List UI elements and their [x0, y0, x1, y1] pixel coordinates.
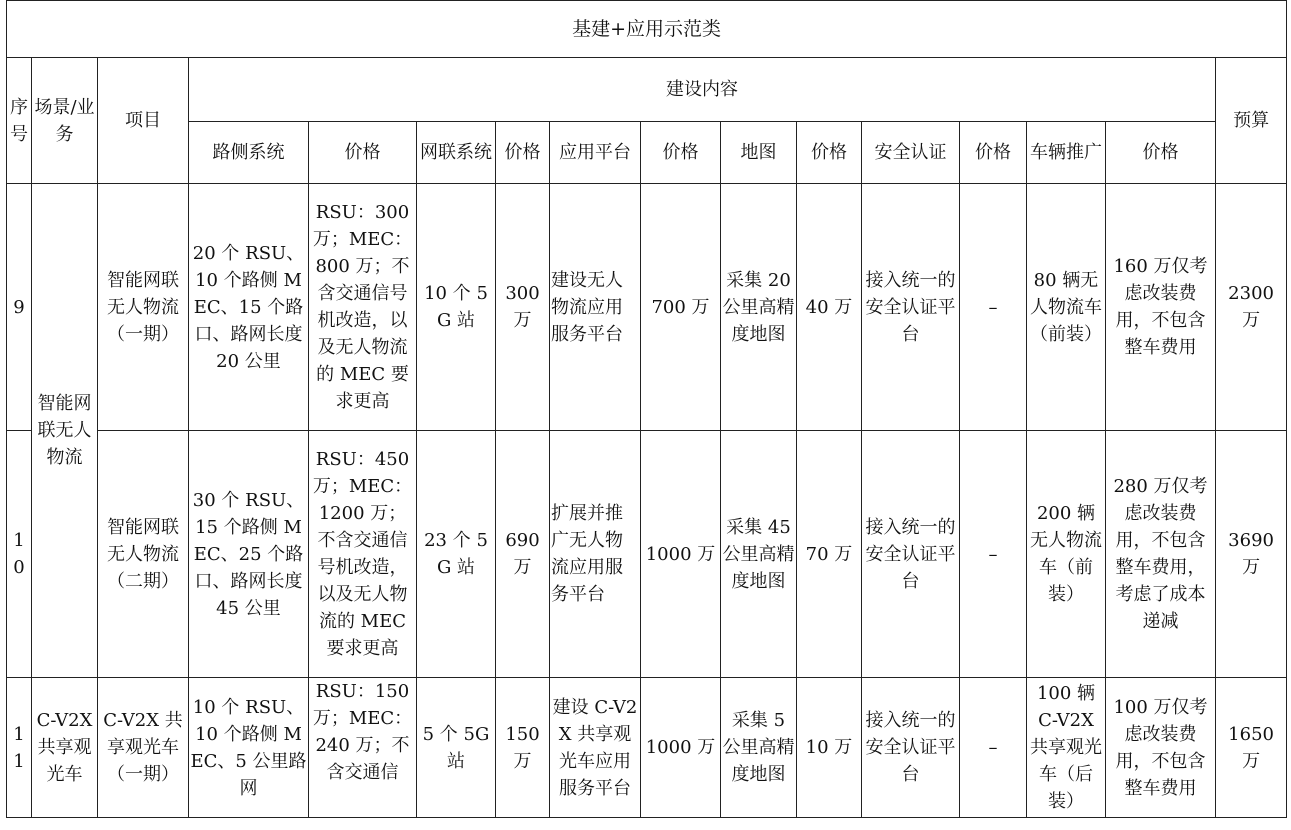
cell-network: 10 个 5G 站 — [417, 184, 496, 431]
cell-platform-price: 1000 万 — [641, 431, 721, 678]
table-title: 基建+应用示范类 — [7, 1, 1287, 58]
cell-project: 智能网联无人物流（一期） — [98, 184, 189, 431]
header-network: 网联系统 — [417, 122, 496, 184]
header-content: 建设内容 — [189, 58, 1216, 122]
cell-security: 接入统一的安全认证平台 — [862, 678, 960, 818]
header-project: 项目 — [98, 58, 189, 184]
cell-seq: 10 — [7, 431, 32, 678]
table-row — [7, 184, 1287, 431]
header-map: 地图 — [721, 122, 797, 184]
cell-roadside-price: RSU：450 万；MEC：1200 万；不含交通信号机改造，以及无人物流的 MEC 要求更高 — [309, 431, 417, 678]
header-seq: 序号 — [7, 58, 32, 184]
cell-budget: 3690 万 — [1216, 431, 1287, 678]
cell-budget: 1650 万 — [1216, 678, 1287, 818]
header-price: 价格 — [797, 122, 862, 184]
header-roadside: 路侧系统 — [189, 122, 309, 184]
cell-security: 接入统一的安全认证平台 — [862, 184, 960, 431]
cell-roadside: 30 个 RSU、15 个路侧 MEC、25 个路口、路网长度 45 公里 — [189, 431, 309, 678]
table-row — [7, 431, 1287, 678]
header-price: 价格 — [1106, 122, 1216, 184]
cell-vehicle-price: 100 万仅考虑改装费用，不包含整车费用 — [1106, 678, 1216, 818]
cell-platform-price: 700 万 — [641, 184, 721, 431]
cell-budget: 2300 万 — [1216, 184, 1287, 431]
cell-scene: C-V2X 共享观光车 — [32, 678, 98, 818]
cell-project: C-V2X 共享观光车（一期） — [98, 678, 189, 818]
cell-network: 23 个 5G 站 — [417, 431, 496, 678]
header-vehicle: 车辆推广 — [1027, 122, 1106, 184]
header-price: 价格 — [309, 122, 417, 184]
cell-security-price: – — [960, 184, 1027, 431]
cell-security-price: – — [960, 678, 1027, 818]
cell-roadside: 10 个 RSU、10 个路侧 MEC、5 公里路网 — [189, 678, 309, 818]
cell-map: 采集 20 公里高精度地图 — [721, 184, 797, 431]
cell-vehicle-price: 160 万仅考虑改装费用，不包含整车费用 — [1106, 184, 1216, 431]
header-platform: 应用平台 — [550, 122, 641, 184]
cell-platform: 建设 C-V2X 共享观光车应用服务平台 — [550, 678, 641, 818]
cell-platform-price: 1000 万 — [641, 678, 721, 818]
table-row — [7, 678, 1287, 818]
cell-map: 采集 5 公里高精度地图 — [721, 678, 797, 818]
cell-project: 智能网联无人物流（二期） — [98, 431, 189, 678]
cell-roadside-price: RSU：300 万；MEC：800 万；不含交通信号机改造，以及无人物流的 MEC 要求更高 — [309, 184, 417, 431]
cell-scene: 智能网联无人物流 — [32, 184, 98, 678]
budget-table — [6, 0, 1287, 818]
cell-map-price: 10 万 — [797, 678, 862, 818]
cell-network: 5 个 5G 站 — [417, 678, 496, 818]
cell-roadside-price: RSU：150 万；MEC：240 万；不含交通信 — [309, 678, 417, 818]
cell-network-price: 300 万 — [496, 184, 550, 431]
cell-security: 接入统一的安全认证平台 — [862, 431, 960, 678]
cell-network-price: 690 万 — [496, 431, 550, 678]
cell-network-price: 150 万 — [496, 678, 550, 818]
cell-seq: 9 — [7, 184, 32, 431]
cell-security-price: – — [960, 431, 1027, 678]
cell-map: 采集 45 公里高精度地图 — [721, 431, 797, 678]
cell-vehicle: 200 辆无人物流车（前装） — [1027, 431, 1106, 678]
header-price: 价格 — [960, 122, 1027, 184]
cell-seq: 11 — [7, 678, 32, 818]
cell-vehicle: 100 辆 C-V2X 共享观光车（后装） — [1027, 678, 1106, 818]
cell-vehicle-price: 280 万仅考虑改装费用，不包含整车费用，考虑了成本递减 — [1106, 431, 1216, 678]
cell-platform: 扩展并推广无人物流应用服务平台 — [550, 431, 641, 678]
cell-map-price: 70 万 — [797, 431, 862, 678]
cell-vehicle: 80 辆无人物流车（前装） — [1027, 184, 1106, 431]
header-budget: 预算 — [1216, 58, 1287, 184]
header-security: 安全认证 — [862, 122, 960, 184]
cell-map-price: 40 万 — [797, 184, 862, 431]
cell-roadside: 20 个 RSU、10 个路侧 MEC、15 个路口、路网长度 20 公里 — [189, 184, 309, 431]
header-price: 价格 — [496, 122, 550, 184]
cell-platform: 建设无人物流应用服务平台 — [550, 184, 641, 431]
header-scene: 场景/业务 — [32, 58, 98, 184]
header-price: 价格 — [641, 122, 721, 184]
